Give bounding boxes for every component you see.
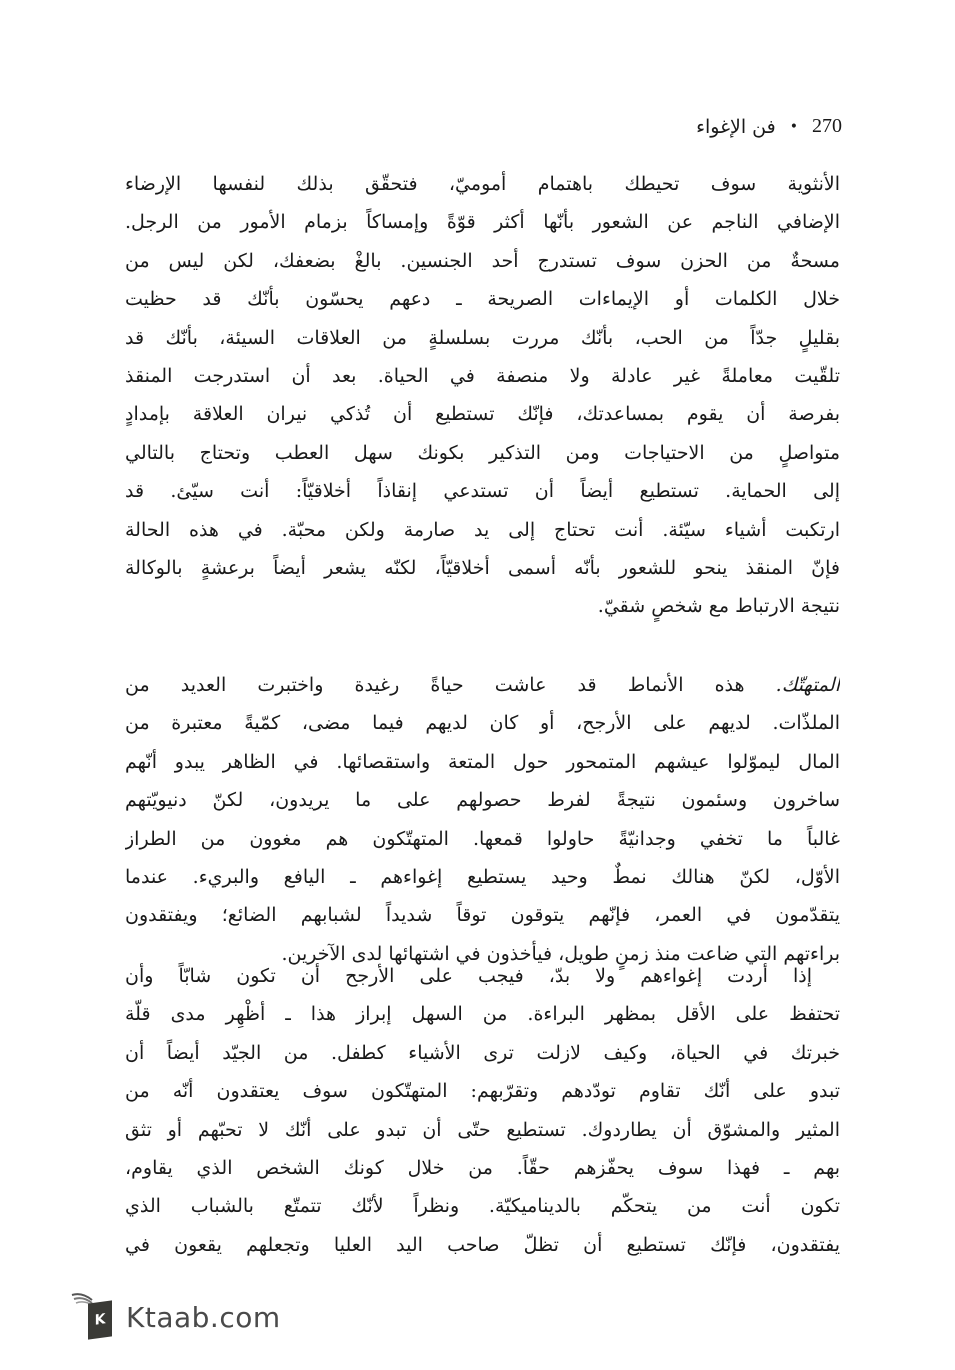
text-line: يتقدّمون في العمر، فإنّهم يتوقون توقاً شديداً لشبابهم الضائع؛ ويفتقدون [125, 904, 840, 927]
text-line: فإنّ المنقذ ينحو للشعور بأنّه أسمى أخلاقيّاً، لكنّه يشعر أيضاً برعشةٍ بالوكالة [125, 556, 840, 579]
open-book-icon [70, 1292, 118, 1342]
text-line: بفرصة أن يقوم بمساعدتك، فإنّك تستطيع أن تُذكي نيران العلاقة بإمدادٍ [125, 403, 840, 426]
text-line: براءتهم التي ضاعت منذ زمنٍ طويل، فيأخذون في اشتهائها لدى الآخرين. [281, 942, 840, 965]
book-title: فن الإغواء [696, 115, 776, 138]
section-term: المتهتّك. [775, 674, 840, 696]
paragraph-rescuer-continuation [125, 165, 840, 626]
text-line: المثير والمشوّق أن يطاردوك. تستطيع حتّى أن تبدو على أنّك لا تحبّهم أو تثق [125, 1118, 840, 1141]
text-line: تبدو على أنّك تقاوم تودّدهم وتقرّبهم: المتهتّكون سوف يعتقدون أنّه من [125, 1080, 840, 1103]
text-line: المال ليموّلوا عيشهم المتمحور حول المتعة واستقصائها. في الظاهر يبدو أنّهم [125, 750, 840, 773]
text-line: مسحةٌ من الحزن سوف تستدرج أحد الجنسين. بالغْ بضعفك، لكن ليس من [125, 249, 840, 272]
text-line: نتيجة الارتباط مع شخصٍ شقيّ. [597, 595, 840, 618]
text-line: ساخرون وسئمون نتيجةً لفرط حصولهم على ما يريدون، لكنّ دنيويّتهم [125, 789, 840, 812]
text-line: تلقّيت معاملةً غير عادلة ولا منصفة في الحياة. بعد أن استدرجت المنقذ [125, 364, 840, 387]
ktaab-watermark-logo [70, 1292, 281, 1342]
text-line: خبرتك في الحياة، وكيف لازلت ترى الأشياء كطفل. من الجيّد أيضاً أن [125, 1041, 840, 1064]
text-line: خلال الكلمات أو الإيماءات الصريحة ـ دعهم يحسّون بأنّك قد حظيت [125, 288, 840, 311]
text-line: غالباً ما تخفي وجدانيّةً حاولوا قمعها. المتهتّكون هم مغوون من الطراز [125, 827, 840, 850]
text-line: تحتفظ على الأقل بمظهر البراءة. من السهل إبراز هذا ـ أظْهِر مدى قلّة [125, 1003, 840, 1026]
text-line: بقليلٍ جدّاً من الحب، بأنّك مررت بسلسلةٍ من العلاقات السيئة، بأنّك قد [125, 326, 840, 349]
site-name: Ktaab.com [126, 1300, 281, 1334]
text-line: يفتقدون، فإنّك تستطيع أن تظلّ صاحب اليد العليا وتجعلهم يقعون في [125, 1233, 840, 1256]
paragraph-seducing-rake [125, 957, 840, 1264]
paragraph-the-rake [125, 666, 840, 973]
text-line: بهم ـ فهذا سوف يحفّزهم حقّاً. من خلال كونك الشخص الذي يقاوم، [125, 1156, 840, 1179]
text-line: الملذّات. لديهم على الأرجح، أو كان لديهم فيما مضى، كمّيةً معتبرة من [125, 712, 840, 735]
book-cover: K [88, 1300, 112, 1339]
text-line-first [125, 666, 840, 704]
text-fragment: هذه الأنماط قد عاشت حياةً رغيدة واختبرت العديد من [125, 674, 776, 696]
text-line: الأنثوية سوف تحيطك باهتمام أموميّ، فتحقّق بذلك لنفسها الإرضاء [125, 173, 840, 195]
text-line: إذا أردت إغواءهم ولا بدّ، فيجب على الأرجح أن تكون شابّاً وأن [125, 965, 812, 987]
text-line: الإضافي الناجم عن الشعور بأنّها أكثر قوّةً وإمساكاً بزمام الأمور من الرجل. [125, 211, 840, 234]
text-line: تكون أنت من يتحكّم بالديناميكيّة. ونظراً لأنّك تتمتّع بالشباب الذي [125, 1195, 840, 1218]
text-line: متواصلٍ من الاحتياجات ومن التذكير بكونك سهل العطب وتحتاج بالتالي [125, 441, 840, 464]
text-line: ارتكبت أشياء سيّئة. أنت تحتاج إلى يد صارمة ولكن محبّة. في هذه الحالة [125, 518, 840, 541]
page-number: 270 [812, 115, 842, 137]
header-bullet: • [789, 118, 798, 135]
running-head [696, 115, 842, 138]
text-line: إلى الحماية. تستطيع أيضاً أن تستدعي إنقاذاً أخلاقيّاً: أنت سيّئ. قد [125, 480, 840, 503]
text-line: الأوّل، لكنّ هنالك نمطٌ وحيد يستطيع إغواءهم ـ اليافع والبريء. عندما [125, 865, 840, 888]
